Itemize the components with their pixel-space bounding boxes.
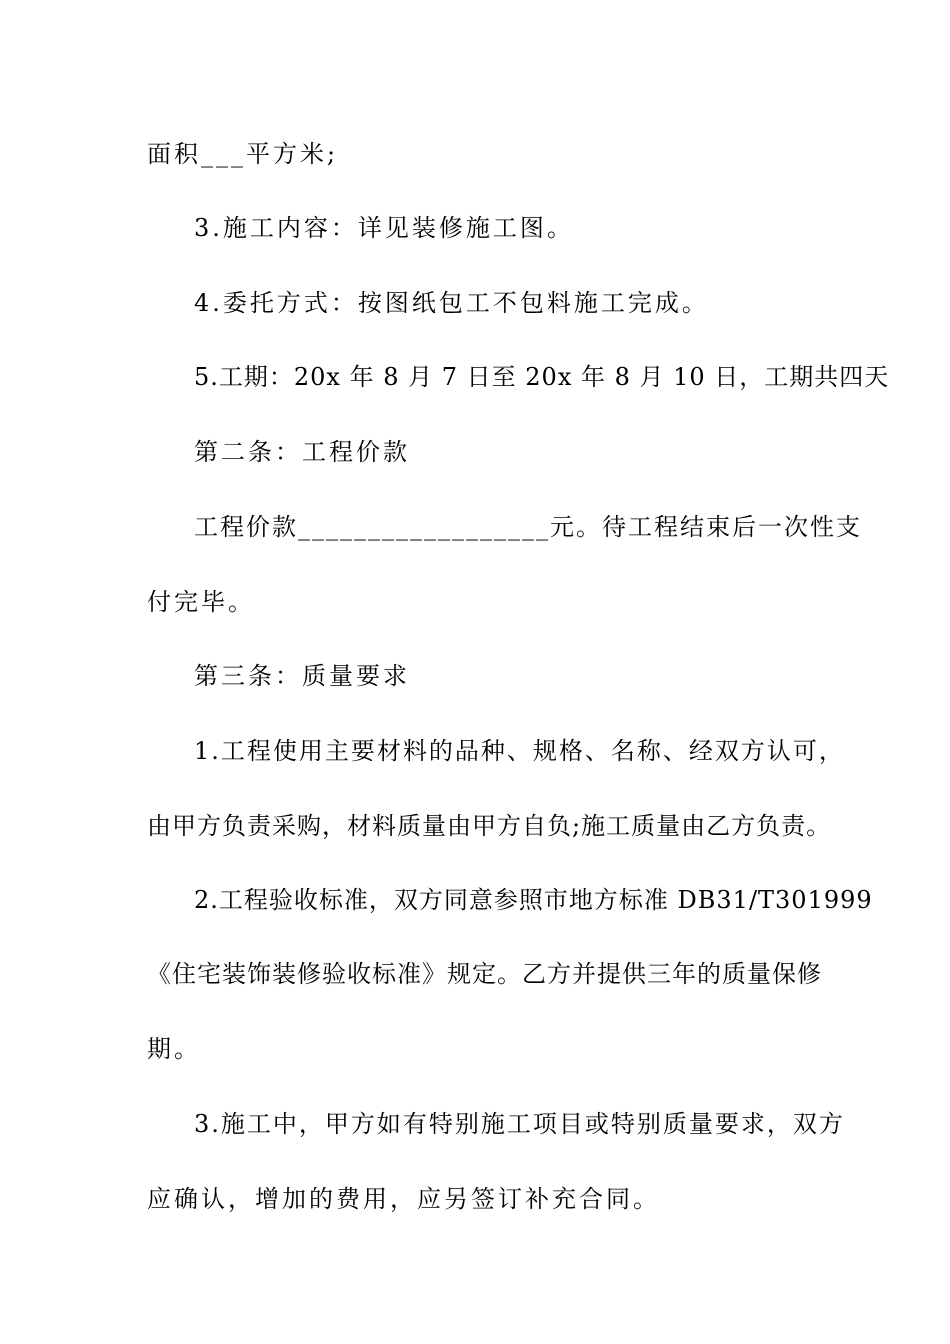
- text-line-standard-name: 《住宅装饰装修验收标准》规定。乙方并提供三年的质量保修: [147, 960, 822, 988]
- text-line-acceptance-standard: 2.工程验收标准，双方同意参照市地方标准 DB31/T301999: [194, 886, 873, 914]
- section-heading-quality-requirements: 第三条：质量要求: [194, 662, 410, 690]
- text-line-procurement: 由甲方负责采购，材料质量由甲方自负;施工质量由乙方负责。: [147, 812, 832, 840]
- text-line-materials: 1.工程使用主要材料的品种、规格、名称、经双方认可，: [194, 737, 845, 765]
- text-line-commission-method: 4.委托方式：按图纸包工不包料施工完成。: [194, 289, 709, 317]
- text-line-special-requirements: 3.施工中，甲方如有特别施工项目或特别质量要求，双方: [194, 1110, 845, 1138]
- text-line-construction-period: 5.工期：20x 年 8 月 7 日至 20x 年 8 月 10 日，工期共四天: [194, 363, 890, 391]
- text-line-supplementary-contract: 应确认，增加的费用，应另签订补充合同。: [147, 1185, 660, 1213]
- text-line-construction-content: 3.施工内容：详见装修施工图。: [194, 214, 574, 242]
- text-line-payment-complete: 付完毕。: [147, 588, 255, 616]
- section-heading-project-price: 第二条：工程价款: [194, 438, 410, 466]
- text-line-area: 面积___平方米;: [147, 140, 339, 168]
- text-line-price-amount: 工程价款__________________元。待工程结束后一次性支: [194, 513, 862, 541]
- text-line-warranty-period: 期。: [147, 1035, 201, 1063]
